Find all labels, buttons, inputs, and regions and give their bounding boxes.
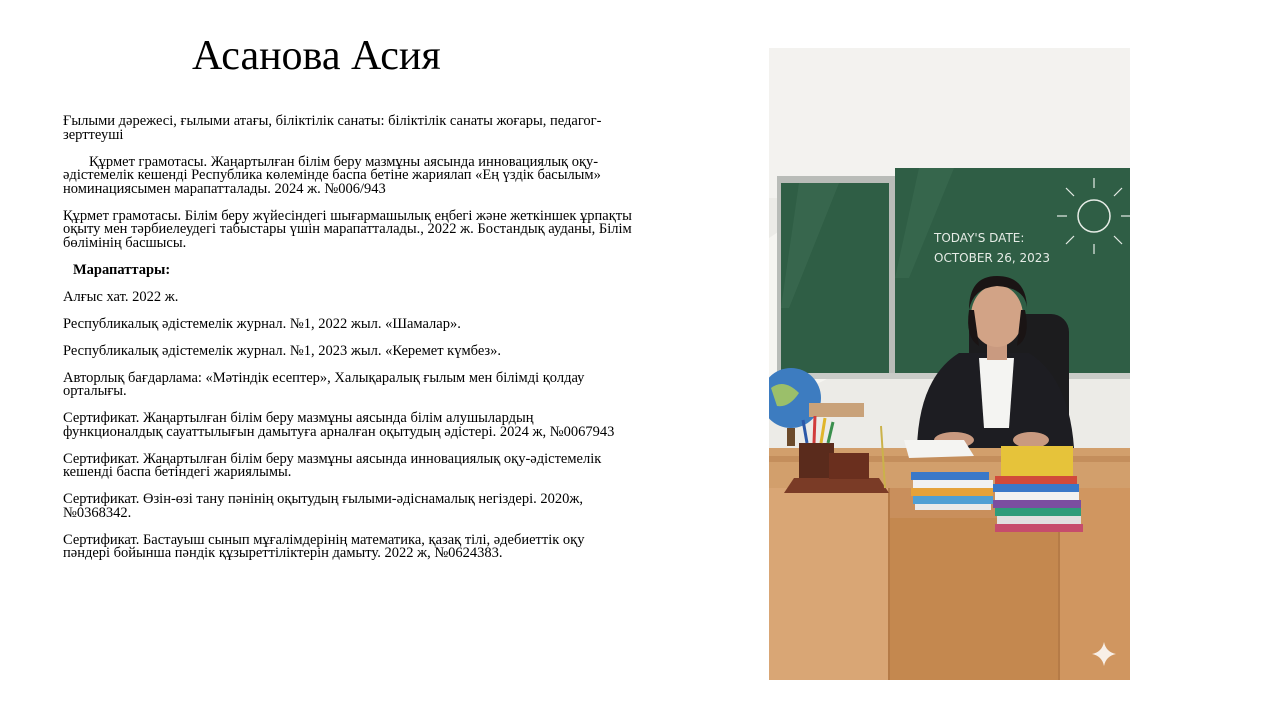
paragraph-journal-2023: Республикалық әдістемелік журнал. №1, 2023 жыл. «Керемет күмбез». [63,342,502,359]
board-date-value: OCTOBER 26, 2023 [934,251,1051,265]
slide-body [63,115,633,574]
paragraph-certificate-2: Сертификат. Жаңартылған білім беру мазмұны аясында инновациялық оқу-әдістемелік кешенді баспа бетіндегі жариялымы. [63,450,602,480]
paragraph-honor-1: Құрмет грамотасы. Жаңартылған білім беру мазмұны аясында инновациялық оқу- әдістемелік кешенді Республика көлемінде баспа бетіне жариялап «Ең үздік басылым» номинациясымен марапатталады. 2024 ж. №006/943 [63,153,601,197]
paragraph-honor-2: Құрмет грамотасы. Білім беру жүйесіндегі шығармашылық еңбегі және жеткіншек ұрпақты оқыту мен тәрбиелеудегі табыстары үшін марапатталады., 2022 ж. Бостандық ауданы, Білім бөлімінің басшысы. [63,207,632,251]
slide-title: Асанова Асия [192,33,441,79]
teacher-photo [769,48,1130,680]
paragraph-certificate-4: Сертификат. Бастауыш сынып мұғалімдерінің математика, қазақ тілі, әдебиеттік оқу пәндері бойынша пәндік құзыреттіліктерін дамыту. 2022 ж, №0624383. [63,531,585,561]
paragraph-certificate-1: Сертификат. Жаңартылған білім беру мазмұны аясында білім алушылардың функционалдық сауаттылығын дамытуға арналған оқытудың әдістері. 2024 ж, №0067943 [63,410,615,440]
awards-heading: Марапаттары: [73,261,171,278]
board-date-label: TODAY'S DATE: [934,231,1025,245]
paragraph-thanks-letter: Алғыс хат. 2022 ж. [63,288,179,305]
paragraph-certificate-3: Сертификат. Өзін-өзі тану пәнінің оқытудың ғылыми-әдіснамалық негіздері. 2020ж, №0368342. [63,491,584,521]
paragraph-qualification: Ғылыми дәрежесі, ғылыми атағы, біліктілік санаты: біліктілік санаты жоғары, педагог-зерттеуші [63,113,602,143]
sparkle-icon [1090,640,1118,668]
paragraph-journal-2022: Республикалық әдістемелік журнал. №1, 2022 жыл. «Шамалар». [63,315,461,332]
paragraph-author-program: Авторлық бағдарлама: «Мәтіндік есептер», Халықаралық ғылым мен білімді қолдау орталығы. [63,369,585,399]
